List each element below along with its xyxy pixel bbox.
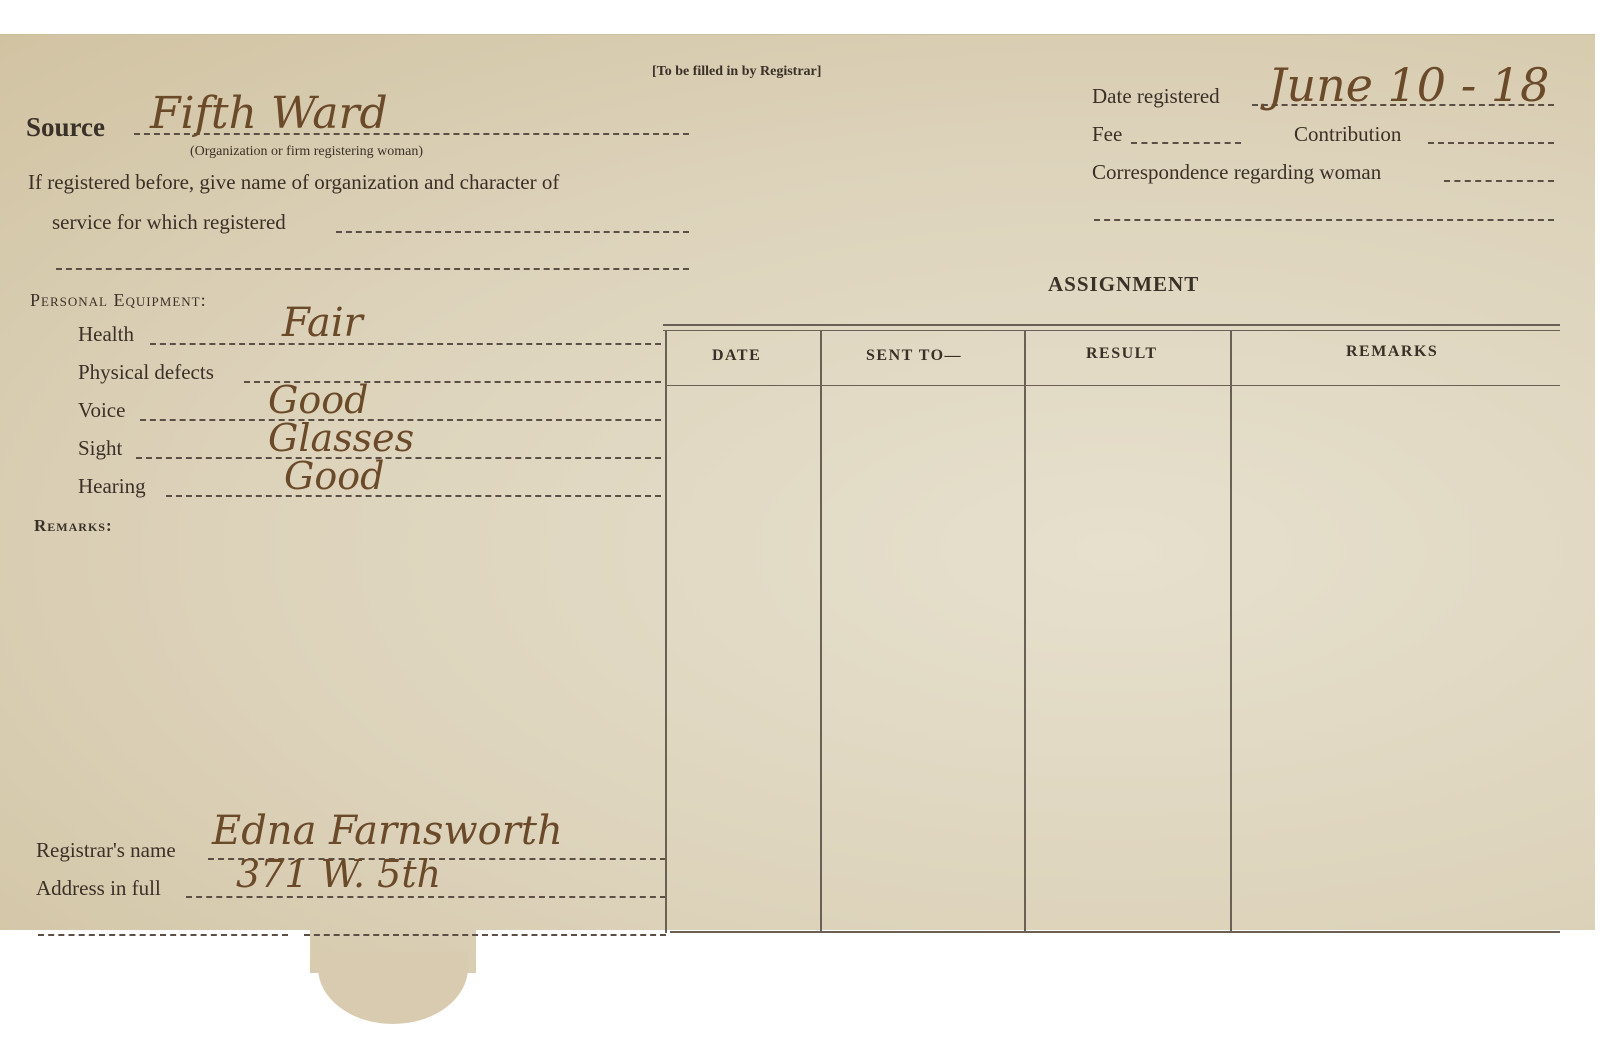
voice-value: Good bbox=[268, 378, 369, 422]
source-value: Fifth Ward bbox=[150, 88, 388, 139]
date-registered-label: Date registered bbox=[1092, 84, 1220, 108]
source-caption: (Organization or firm registering woman) bbox=[190, 144, 424, 159]
personal-equipment-heading: Personal Equipment: bbox=[30, 290, 207, 310]
assignment-title: ASSIGNMENT bbox=[1048, 272, 1200, 296]
previous-registration-blank-line bbox=[56, 268, 689, 270]
table-col-border-2 bbox=[1024, 330, 1026, 933]
col-header-remarks: REMARKS bbox=[1346, 343, 1439, 360]
card-notch-right bbox=[476, 930, 1619, 974]
table-col-border-left bbox=[665, 330, 667, 933]
health-line bbox=[150, 343, 661, 345]
card-notch-left bbox=[0, 930, 310, 974]
sight-label: Sight bbox=[78, 436, 123, 460]
card-tab bbox=[318, 952, 468, 1024]
previous-registration-line1: If registered before, give name of organization and character of bbox=[28, 170, 560, 194]
registrar-note: [To be filled in by Registrar] bbox=[652, 64, 822, 79]
previous-registration-line2: service for which registered bbox=[52, 210, 286, 234]
hearing-label: Hearing bbox=[78, 474, 146, 498]
address-blank-line-1 bbox=[38, 934, 288, 936]
remarks-label: Remarks: bbox=[34, 516, 113, 535]
correspondence-line bbox=[1444, 180, 1554, 182]
source-label: Source bbox=[26, 112, 105, 142]
address-value: 371 W. 5th bbox=[236, 852, 442, 896]
health-value: Fair bbox=[282, 300, 363, 346]
table-top-rule-inner bbox=[663, 330, 1560, 331]
sight-value: Glasses bbox=[268, 416, 415, 460]
table-top-rule bbox=[663, 324, 1560, 326]
correspondence-blank-line bbox=[1094, 219, 1554, 221]
correspondence-label: Correspondence regarding woman bbox=[1092, 160, 1382, 184]
col-header-date: DATE bbox=[712, 347, 762, 364]
registrar-name-value: Edna Farnsworth bbox=[212, 808, 563, 854]
date-registered-value: June 10 - 18 bbox=[1268, 58, 1550, 112]
registrar-name-label: Registrar's name bbox=[36, 838, 176, 862]
contribution-line bbox=[1428, 142, 1554, 144]
hearing-line bbox=[166, 495, 661, 497]
table-bottom-rule bbox=[670, 931, 1560, 933]
fee-line bbox=[1131, 142, 1241, 144]
previous-registration-line bbox=[336, 231, 689, 233]
table-col-border-3 bbox=[1230, 330, 1232, 933]
address-blank-line-2 bbox=[304, 934, 666, 936]
table-col-border-1 bbox=[820, 330, 822, 933]
voice-label: Voice bbox=[78, 398, 126, 422]
fee-label: Fee bbox=[1092, 122, 1123, 146]
health-label: Health bbox=[78, 322, 134, 346]
contribution-label: Contribution bbox=[1294, 122, 1402, 146]
col-header-sent-to: SENT TO— bbox=[866, 347, 963, 364]
hearing-value: Good bbox=[284, 454, 385, 498]
col-header-result: RESULT bbox=[1086, 345, 1158, 362]
physical-defects-label: Physical defects bbox=[78, 360, 214, 384]
table-header-rule bbox=[666, 385, 1560, 386]
address-line bbox=[186, 896, 666, 898]
address-label: Address in full bbox=[36, 876, 161, 900]
